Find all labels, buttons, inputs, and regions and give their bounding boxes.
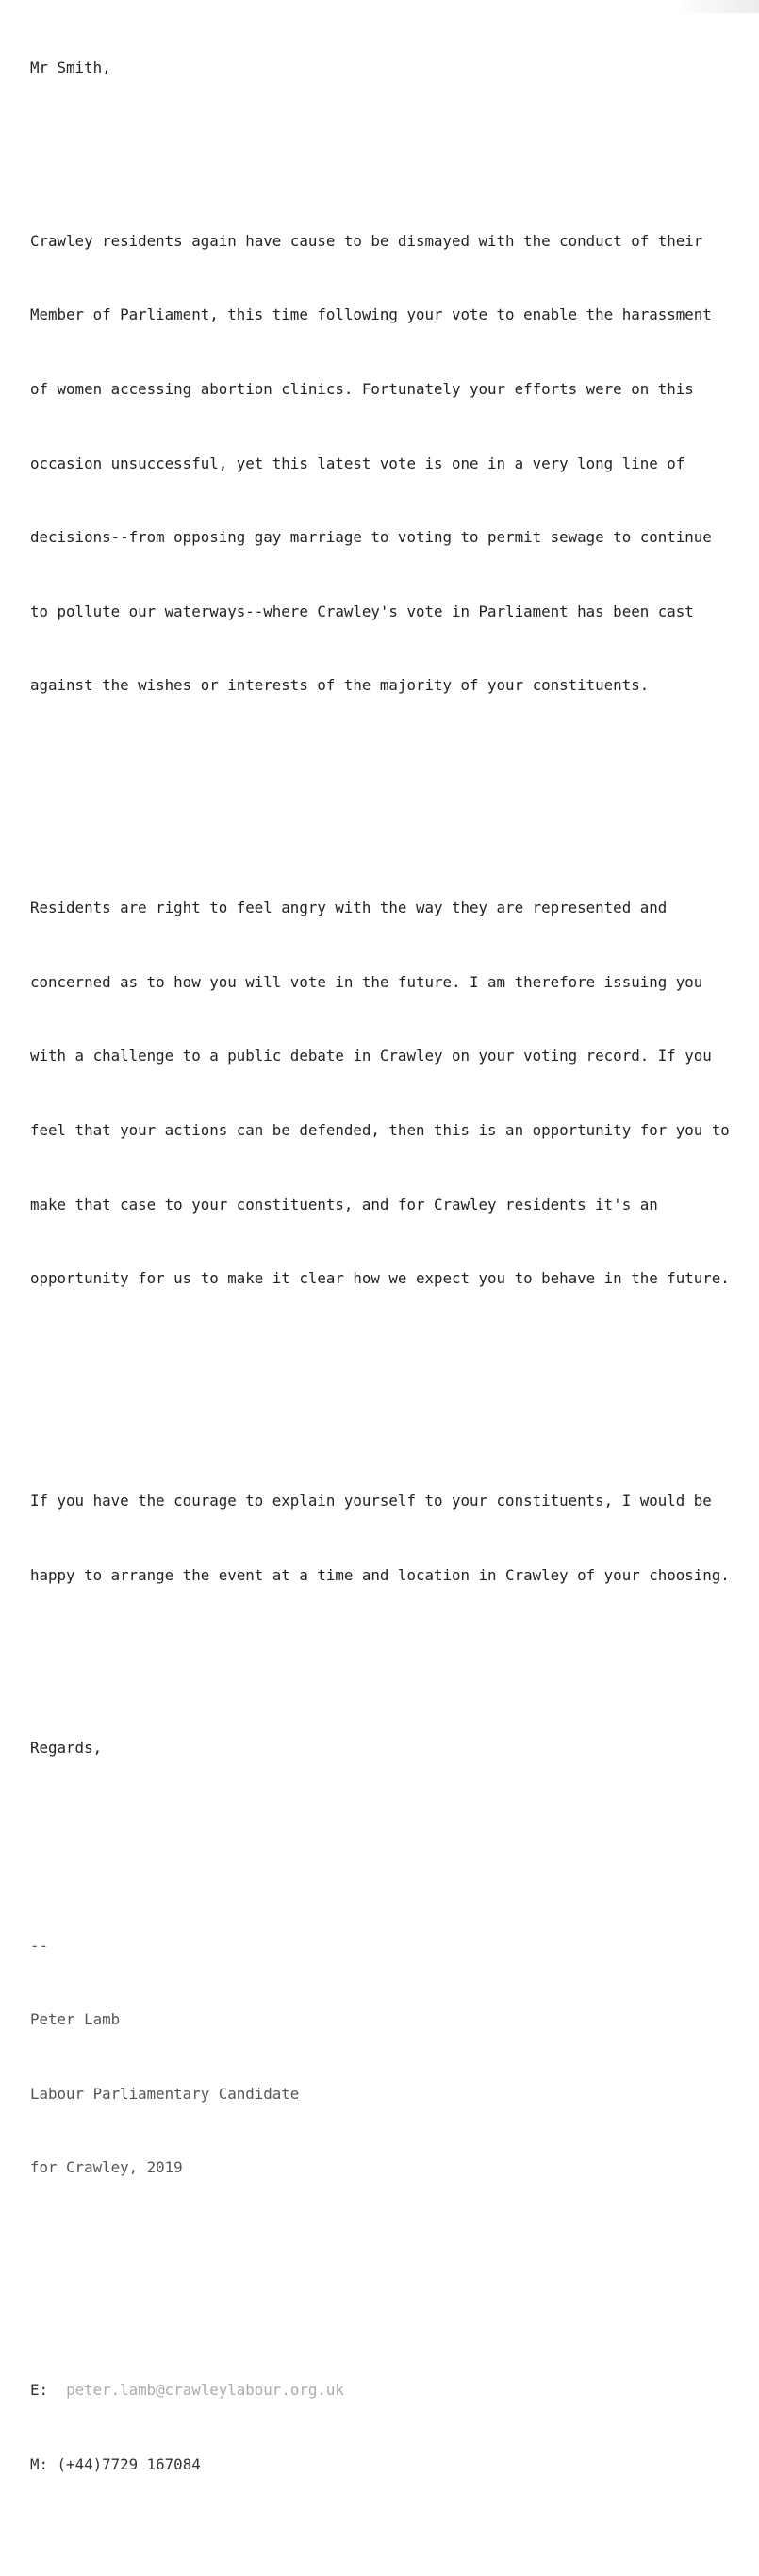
paragraph-line: make that case to your constituents, and for Crawley residents it's an (30, 1195, 658, 1214)
email-link[interactable]: peter.lamb@crawleylabour.org.uk (66, 2381, 344, 2400)
paragraph-line: Member of Parliament, this time following your vote to enable the harassment (30, 305, 712, 324)
phone-label: M: (30, 2454, 49, 2473)
paragraph-1 (30, 179, 756, 748)
signature-block (30, 1835, 756, 2230)
paragraph-line: happy to arrange the event at a time and location in Crawley of your choosing. (30, 1565, 730, 1584)
paragraph-line: occasion unsuccessful, yet this latest vote is one in a very long line of (30, 454, 685, 472)
paragraph-line: to pollute our waterways--where Crawley's vote in Parliament has been cast (30, 602, 694, 620)
paragraph-line: decisions--from opposing gay marriage to voting to permit sewage to continue (30, 528, 712, 547)
paragraph-line: feel that your actions can be defended, then this is an opportunity for you to (30, 1120, 730, 1139)
paragraph-line: concerned as to how you will vote in the future. I am therefore issuing you (30, 972, 703, 991)
paragraph-line: against the wishes or interests of the majority of your constituents. (30, 676, 650, 695)
paragraph-2 (30, 847, 756, 1341)
greeting: Mr Smith, (30, 58, 111, 77)
phone-number[interactable]: (+44)7729 167084 (57, 2454, 201, 2473)
closing: Regards, (30, 1738, 103, 1757)
email-label: E: (30, 2381, 49, 2400)
email-contact-row (30, 2378, 756, 2403)
contact-details (30, 2329, 756, 2527)
paragraph-3 (30, 1440, 756, 1638)
paragraph-line: Residents are right to feel angry with the way they are represented and (30, 899, 668, 917)
paragraph-line: opportunity for us to make it clear how we expect you to behave in the future. (30, 1269, 730, 1288)
signature-subtitle: for Crawley, 2019 (30, 2158, 183, 2177)
phone-contact-row (30, 2452, 756, 2477)
paragraph-line: with a challenge to a public debate in Crawley on your voting record. If you (30, 1047, 712, 1065)
signature-title: Labour Parliamentary Candidate (30, 2084, 300, 2103)
paragraph-line: Crawley residents again have cause to be dismayed with the conduct of their (30, 231, 703, 250)
signature-separator: -- (30, 1936, 49, 1955)
paragraph-line: If you have the courage to explain yourself to your constituents, I would be (30, 1491, 712, 1510)
email-body (30, 7, 756, 2576)
paragraph-line: of women accessing abortion clinics. Fortunately your efforts were on this (30, 379, 694, 398)
signature-name: Peter Lamb (30, 2010, 121, 2029)
